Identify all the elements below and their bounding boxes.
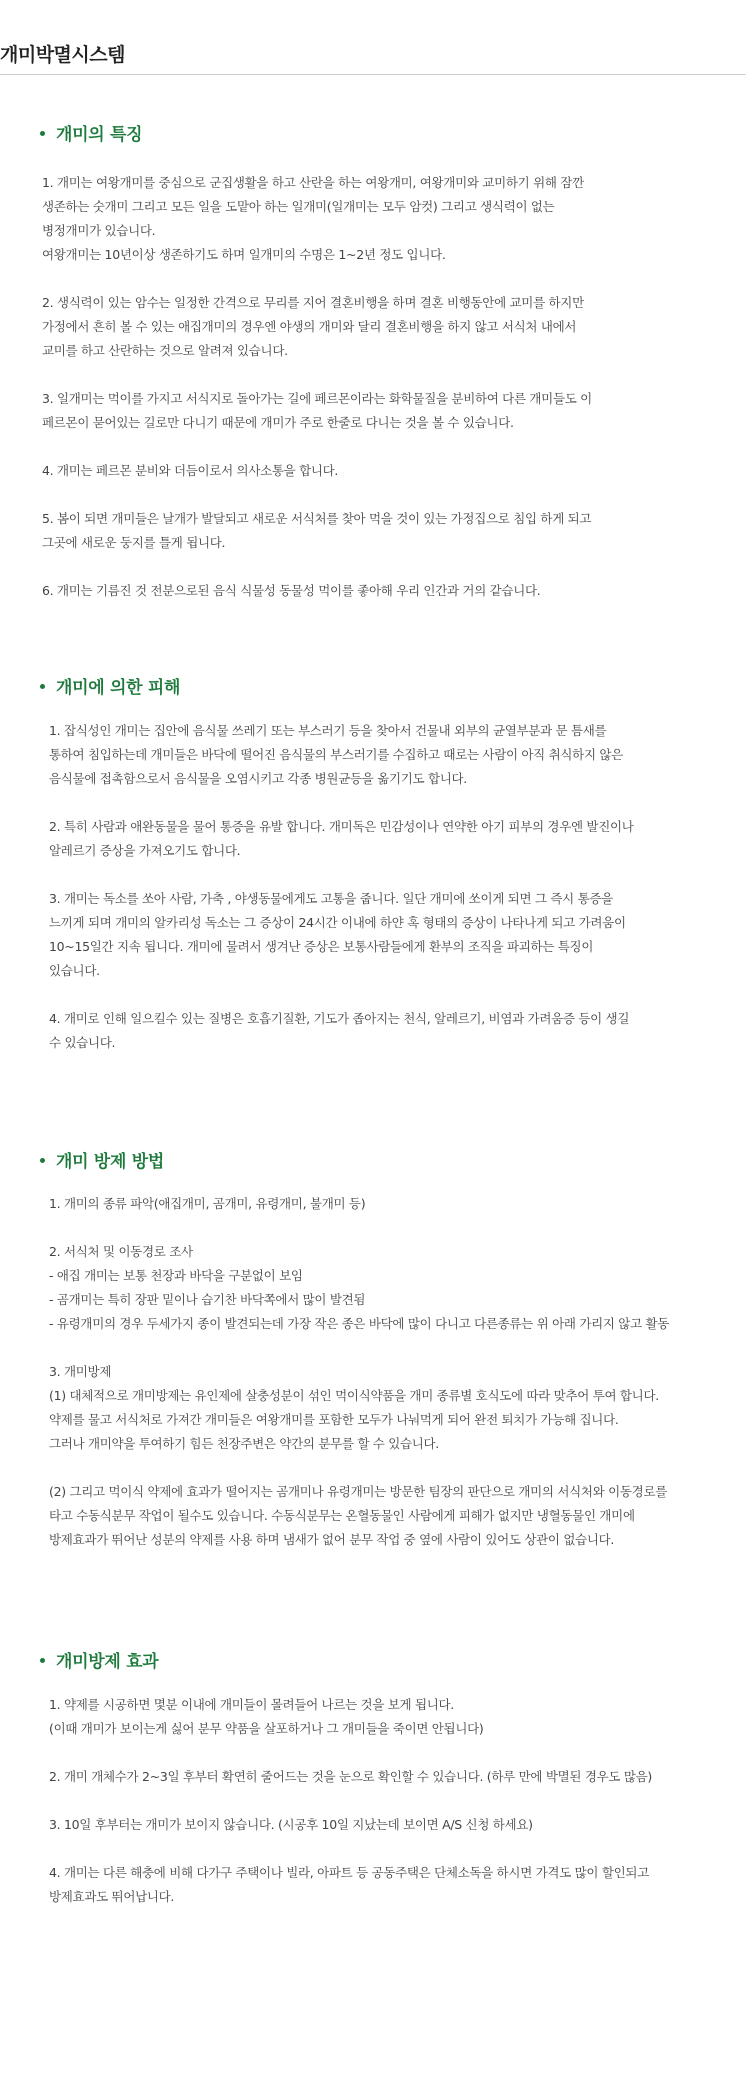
section-heading-control-effects [40,1647,158,1672]
page-header [0,0,746,75]
paragraph: 3. 10일 후부터는 개미가 보이지 않습니다. (시공후 10일 지났는데 보이면 A/S 신청 하세요) [49,1817,533,1832]
section-heading-label: 개미 방제 방법 [56,1152,164,1172]
section-heading-label: 개미방제 효과 [56,1652,159,1672]
section-heading-damage [40,673,180,698]
bullet-icon [40,1658,45,1663]
paragraph: 6. 개미는 기름진 것 전분으로된 음식 식물성 동물성 먹이를 좋아해 우리 인간과 거의 같습니다. [42,583,541,598]
paragraph: 4. 개미는 페르몬 분비와 더듬이로서 의사소통을 합니다. [42,463,339,478]
paragraph: 2. 특히 사람과 애완동물을 물어 통증을 유발 합니다. 개미독은 민감성이나 연약한 아기 피부의 경우엔 발진이나 알레르기 증상을 가져오기도 합니다. [49,819,634,858]
paragraph: 2. 개미 개체수가 2~3일 후부터 확연히 줄어드는 것을 눈으로 확인할 수 있습니다. (하루 만에 박멸된 경우도 많음) [49,1769,652,1784]
paragraph: 1. 개미의 종류 파악(애집개미, 곰개미, 유령개미, 불개미 등) [49,1196,366,1211]
paragraph: 4. 개미로 인해 일으킬수 있는 질병은 호흡기질환, 기도가 좁아지는 천식, 알레르기, 비염과 가려움증 등이 생길 수 있습니다. [49,1011,630,1050]
paragraph: 3. 개미방제 (1) 대체적으로 개미방제는 유인제에 살충성분이 섞인 먹이식약품을 개미 종류별 호식도에 따라 맞추어 투여 합니다. 약제를 물고 서식처로 가져간 개미들은 여왕개미를 포함한 모두가 나눠먹게 되어 완전 퇴치가 가능해 집니다. 그러나 개미약을 투여하기 힘든 천장주변은 약간의 분무를 할 수 있습니다. [49,1364,659,1451]
page-title: 개미박멸시스템 [0,44,125,66]
section-heading-label: 개미에 의한 피해 [56,678,181,698]
paragraph: 1. 개미는 여왕개미를 중심으로 군집생활을 하고 산란을 하는 여왕개미, 여왕개미와 교미하기 위해 잠깐 생존하는 숫개미 그리고 모든 일을 도맡아 하는 일개미(일개미는 모두 암컷) 그리고 생식력이 없는 병정개미가 있습니다. 여왕개미는 10년이상 생존하기도 하며 일개미의 수명은 1~2년 정도 입니다. [42,175,584,262]
paragraph: 5. 봄이 되면 개미들은 날개가 발달되고 새로운 서식처를 찾아 먹을 것이 있는 가정집으로 침입 하게 되고 그곳에 새로운 둥지를 틀게 됩니다. [42,511,592,550]
paragraph: 1. 잡식성인 개미는 집안에 음식물 쓰레기 또는 부스러기 등을 찾아서 건물내 외부의 균열부분과 문 틈새를 통하여 침입하는데 개미들은 바닥에 떨어진 음식물의 부스러기를 수집하고 때로는 사람이 아직 취식하지 않은 음식물에 접촉함으로서 음식물을 오염시키고 각종 병원균등을 옮기기도 합니다. [49,723,623,786]
paragraph: 3. 일개미는 먹이를 가지고 서식지로 돌아가는 길에 페르몬이라는 화학물질을 분비하여 다른 개미들도 이 페르몬이 묻어있는 길로만 다니기 때문에 개미가 주로 한줄로 다니는 것을 볼 수 있습니다. [42,391,592,430]
bullet-icon [40,131,45,136]
bullet-icon [40,684,45,689]
paragraph: 3. 개미는 독소를 쏘아 사람, 가축 , 야생동물에게도 고통을 줍니다. 일단 개미에 쏘이게 되면 그 즉시 통증을 느끼게 되며 개미의 알카리성 독소는 그 증상이 24시간 이내에 하얀 혹 형태의 증상이 나타나게 되고 가려움이 10~15일간 지속 됩니다. 개미에 물려서 생겨난 증상은 보통사람들에게 환부의 조직을 파괴하는 특징이 있습니다. [49,891,626,978]
section-heading-label: 개미의 특징 [56,125,143,145]
section-heading-control-methods [40,1147,164,1172]
bullet-icon [40,1158,45,1163]
paragraph: 4. 개미는 다른 해충에 비해 다가구 주택이나 빌라, 아파트 등 공동주택은 단체소독을 하시면 가격도 많이 할인되고 방제효과도 뛰어납니다. [49,1865,649,1904]
paragraph: 2. 서식처 및 이동경로 조사 - 애집 개미는 보통 천장과 바닥을 구분없이 보임 - 곰개미는 특히 장판 밑이나 습기찬 바닥쪽에서 많이 발견됨 - 유령개미의 경우 두세가지 종이 발견되는데 가장 작은 종은 바닥에 많이 다니고 다른종류는 위 아래 가리지 않고 활동 [49,1244,670,1331]
paragraph: 2. 생식력이 있는 암수는 일정한 간격으로 무리를 지어 결혼비행을 하며 결혼 비행동안에 교미를 하지만 가정에서 흔히 볼 수 있는 애집개미의 경우엔 야생의 개미와 달리 결혼비행을 하지 않고 서식처 내에서 교미를 하고 산란하는 것으로 알려져 있습니다. [42,295,584,358]
paragraph: (2) 그리고 먹이식 약제에 효과가 떨어지는 곰개미나 유령개미는 방문한 팀장의 판단으로 개미의 서식처와 이동경로를 타고 수동식분무 작업이 될수도 있습니다. 수동식분무는 온혈동물인 사람에게 피해가 없지만 냉혈동물인 개미에 방제효과가 뛰어난 성분의 약제를 사용 하며 냄새가 없어 분무 작업 중 옆에 사람이 있어도 상관이 없습니다. [49,1484,667,1547]
paragraph: 1. 약제를 시공하면 몇분 이내에 개미들이 몰려들어 나르는 것을 보게 됩니다. (이때 개미가 보이는게 싫어 분무 약품을 살포하거나 그 개미들을 죽이면 안됩니다) [49,1697,484,1736]
section-heading-characteristics [40,120,142,145]
